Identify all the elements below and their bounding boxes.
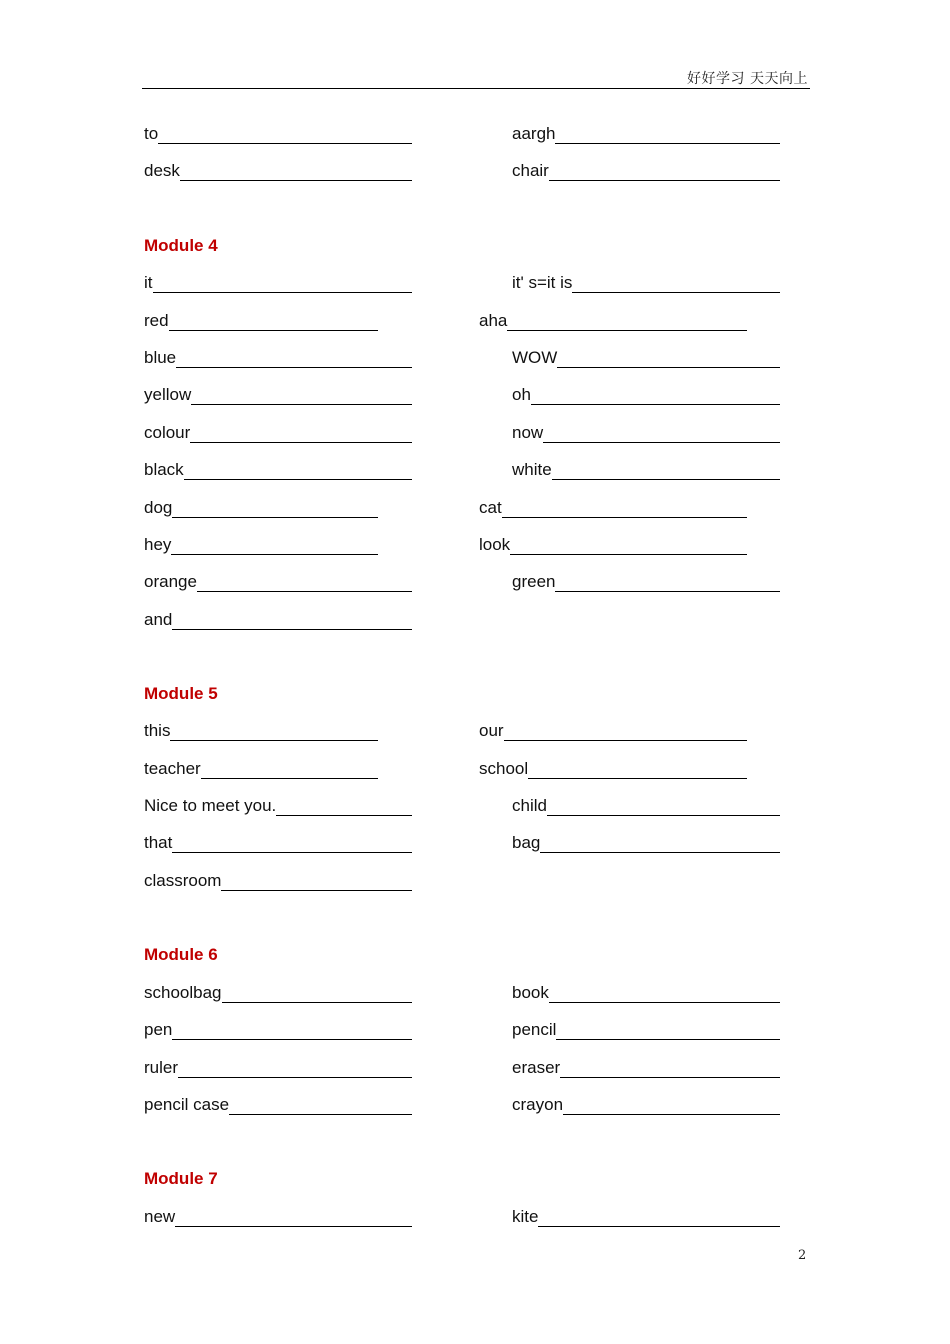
vocab-item — [512, 796, 780, 816]
vocab-word: black — [144, 460, 184, 479]
answer-blank[interactable] — [563, 1097, 780, 1115]
answer-blank[interactable] — [178, 1060, 412, 1078]
answer-blank[interactable] — [557, 350, 780, 368]
vocab-word: orange — [144, 572, 197, 591]
vocab-item — [144, 1058, 412, 1078]
vocab-item — [479, 498, 747, 518]
vocab-item — [512, 572, 780, 592]
vocab-word: oh — [512, 385, 531, 404]
vocab-word: school — [479, 759, 529, 778]
vocab-item — [512, 460, 780, 480]
vocab-item — [144, 1095, 412, 1115]
answer-blank[interactable] — [276, 798, 412, 816]
vocab-word: to — [144, 124, 159, 143]
vocab-word: our — [479, 721, 504, 740]
vocab-item — [144, 498, 378, 518]
answer-blank[interactable] — [555, 126, 780, 144]
answer-blank[interactable] — [528, 761, 747, 779]
vocab-word: white — [512, 460, 552, 479]
vocab-word: ruler — [144, 1058, 179, 1077]
vocab-item — [144, 572, 412, 592]
vocab-item — [512, 1020, 780, 1040]
answer-blank[interactable] — [555, 574, 780, 592]
vocab-item — [512, 124, 780, 144]
answer-blank[interactable] — [502, 500, 747, 518]
page-number: 2 — [798, 1248, 807, 1263]
vocab-word: pencil — [512, 1020, 557, 1039]
answer-blank[interactable] — [222, 985, 412, 1003]
vocab-item — [512, 1058, 780, 1078]
vocab-word: that — [144, 833, 173, 852]
answer-blank[interactable] — [552, 462, 780, 480]
answer-blank[interactable] — [190, 425, 412, 443]
vocab-word: kite — [512, 1207, 539, 1226]
vocab-word: Nice to meet you. — [144, 796, 277, 815]
answer-blank[interactable] — [176, 350, 412, 368]
vocab-item — [512, 348, 780, 368]
vocab-item — [144, 610, 412, 630]
answer-blank[interactable] — [547, 798, 780, 816]
vocab-word: yellow — [144, 385, 192, 404]
vocab-item — [144, 721, 378, 741]
module-6-title: Module 6 — [144, 945, 218, 964]
vocab-item — [144, 423, 412, 443]
vocab-item — [144, 759, 378, 779]
answer-blank[interactable] — [572, 275, 780, 293]
vocab-word: dog — [144, 498, 173, 517]
vocab-item — [144, 348, 412, 368]
vocab-word: and — [144, 610, 173, 629]
vocab-item — [144, 1020, 412, 1040]
vocab-word: green — [512, 572, 556, 591]
answer-blank[interactable] — [153, 275, 413, 293]
vocab-item — [144, 983, 412, 1003]
vocab-word: desk — [144, 161, 180, 180]
vocab-word: book — [512, 983, 549, 1002]
vocab-word: classroom — [144, 871, 222, 890]
vocab-item — [144, 1207, 412, 1227]
vocab-word: eraser — [512, 1058, 561, 1077]
answer-blank[interactable] — [549, 985, 780, 1003]
vocab-item — [479, 721, 747, 741]
answer-blank[interactable] — [510, 537, 747, 555]
page-header: 好好学习 天天向上 — [687, 71, 808, 87]
answer-blank[interactable] — [531, 387, 780, 405]
vocab-item — [512, 385, 780, 405]
vocab-item — [144, 385, 412, 405]
vocab-item — [479, 535, 747, 555]
answer-blank[interactable] — [507, 313, 747, 331]
vocab-item — [512, 161, 780, 181]
answer-blank[interactable] — [170, 723, 378, 741]
vocab-word: it — [144, 273, 153, 292]
vocab-item — [144, 161, 412, 181]
answer-blank[interactable] — [197, 574, 412, 592]
vocab-item — [512, 423, 780, 443]
vocab-word: red — [144, 311, 169, 330]
vocab-word: chair — [512, 161, 549, 180]
answer-blank[interactable] — [549, 163, 780, 181]
vocab-item — [144, 833, 412, 853]
vocab-item — [144, 311, 378, 331]
answer-blank[interactable] — [171, 537, 378, 555]
answer-blank[interactable] — [191, 387, 412, 405]
vocab-word: pen — [144, 1020, 173, 1039]
answer-blank[interactable] — [169, 313, 378, 331]
vocab-word: WOW — [512, 348, 558, 367]
vocab-word: child — [512, 796, 547, 815]
vocab-word: new — [144, 1207, 176, 1226]
vocab-word: schoolbag — [144, 983, 222, 1002]
module-7-title: Module 7 — [144, 1169, 218, 1188]
vocab-item — [144, 535, 378, 555]
vocab-item — [512, 273, 780, 293]
vocab-word: colour — [144, 423, 191, 442]
answer-blank[interactable] — [560, 1060, 780, 1078]
answer-blank[interactable] — [158, 126, 412, 144]
vocab-item — [512, 983, 780, 1003]
answer-blank[interactable] — [229, 1097, 412, 1115]
vocab-word: cat — [479, 498, 502, 517]
module-5-title: Module 5 — [144, 684, 218, 703]
vocab-word: pencil case — [144, 1095, 230, 1114]
vocab-item — [512, 1095, 780, 1115]
answer-blank[interactable] — [175, 1209, 412, 1227]
vocab-word: crayon — [512, 1095, 564, 1114]
answer-blank[interactable] — [543, 425, 780, 443]
vocab-word: it' s=it is — [512, 273, 573, 292]
answer-blank[interactable] — [172, 835, 412, 853]
vocab-item — [512, 1207, 780, 1227]
answer-blank[interactable] — [201, 761, 378, 779]
answer-blank[interactable] — [556, 1022, 780, 1040]
vocab-item — [144, 796, 412, 816]
answer-blank[interactable] — [172, 612, 412, 630]
module-4-title: Module 4 — [144, 236, 218, 255]
vocab-item — [144, 273, 412, 293]
vocab-word: now — [512, 423, 544, 442]
vocab-item — [144, 124, 412, 144]
vocab-word: aargh — [512, 124, 556, 143]
vocab-word: look — [479, 535, 511, 554]
vocab-word: aha — [479, 311, 508, 330]
answer-blank[interactable] — [172, 500, 378, 518]
answer-blank[interactable] — [540, 835, 780, 853]
vocab-word: hey — [144, 535, 172, 554]
header-divider — [142, 88, 810, 89]
vocab-item — [512, 833, 780, 853]
answer-blank[interactable] — [180, 163, 412, 181]
vocab-word: teacher — [144, 759, 201, 778]
answer-blank[interactable] — [504, 723, 747, 741]
vocab-item — [479, 311, 747, 331]
vocab-word: this — [144, 721, 171, 740]
answer-blank[interactable] — [184, 462, 412, 480]
answer-blank[interactable] — [221, 873, 412, 891]
answer-blank[interactable] — [538, 1209, 780, 1227]
vocab-item — [144, 460, 412, 480]
answer-blank[interactable] — [172, 1022, 412, 1040]
vocab-item — [144, 871, 412, 891]
vocab-item — [479, 759, 747, 779]
vocab-word: bag — [512, 833, 541, 852]
vocab-word: blue — [144, 348, 177, 367]
